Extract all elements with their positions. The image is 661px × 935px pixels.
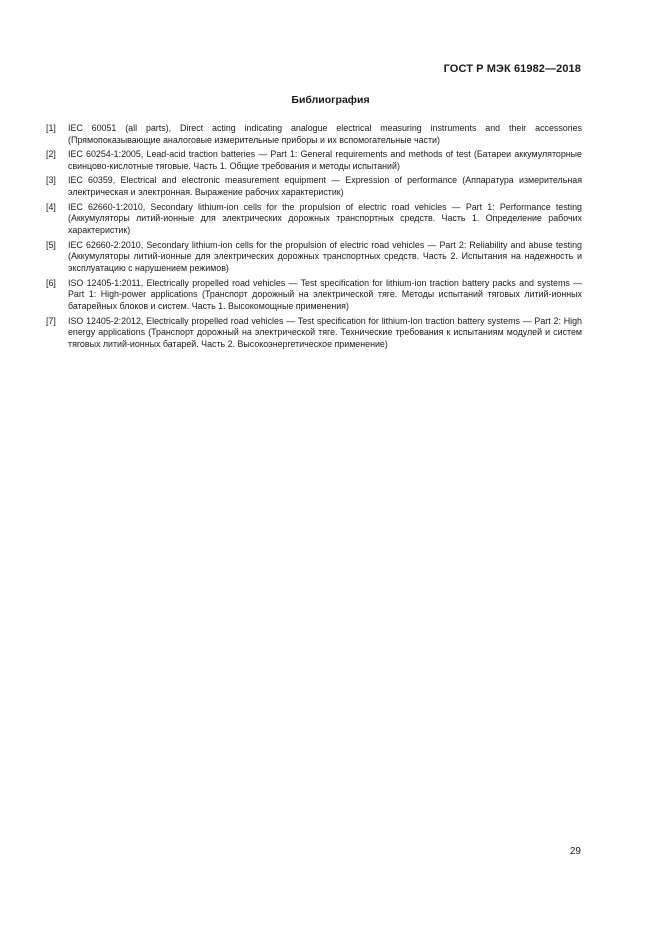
bibliography-item-number: [7]: [46, 315, 56, 326]
bibliography-item-text: IEC 60359, Electrical and electronic measurement equipment — Expression of performance (Аппаратура измерительная электрическая и электронная. Выражение рабочих характеристик): [68, 175, 582, 198]
bibliography-item-number: [3]: [46, 175, 56, 186]
bibliography-item-number: [2]: [46, 149, 56, 160]
bibliography-item-text: IEC 60254-1:2005, Lead-acid traction batteries — Part 1: General requirements and methods of test (Батареи аккумуляторные свинцово-кислотные тяговые. Часть 1. Общие требования и методы испытаний): [68, 149, 582, 171]
bibliography-title: Библиография: [291, 94, 370, 106]
bibliography-item: [46, 316, 582, 351]
bibliography-item-text: ISO 12405-2:2012, Electrically propelled road vehicles — Test specification for lithium-Ion traction battery systems — Part 2: High energy applications (Транспорт дорожный на электрической тяге. Технические требования к испытаниям модулей и систем тяговых литий-ионных батарей. Часть 2. Высокоэнергетическое применение): [68, 315, 582, 350]
bibliography-item-text: IEC 62660-2:2010, Secondary lithium-ion cells for the propulsion of electric road vehicles — Part 2: Reliability and abuse testing (Аккумуляторы литий-ионные для электрических дорожных транспортных средств. Часть 2. Испытания на надежность и эксплуатацию с нарушением режимов): [68, 239, 582, 274]
document-code: ГОСТ Р МЭК 61982—2018: [443, 63, 581, 75]
bibliography-item-number: [1]: [46, 123, 56, 133]
bibliography-item: [46, 123, 582, 147]
bibliography-item: [46, 240, 582, 275]
bibliography-item: [46, 175, 582, 199]
bibliography-item-number: [6]: [46, 277, 56, 288]
bibliography-list: [46, 123, 582, 354]
bibliography-item-text: IEC 60051 (all parts), Direct acting indicating analogue electrical measuring instruments and their accessories (Прямопоказывающие аналоговые измерительные приборы и их вспомогательные части): [68, 123, 582, 145]
page-number: 29: [569, 846, 581, 857]
bibliography-item-text: ISO 12405-1:2011, Electrically propelled road vehicles — Test specification for lithium-ion traction battery packs and systems — Part 1: High-power applications (Транспорт дорожный на электрической тяге. Методы испытаний тяговых литий-ионных батарейных блоков и систем. Часть 1. Высокомощные применения): [68, 277, 582, 312]
bibliography-item: [46, 149, 582, 173]
bibliography-item: [46, 278, 582, 313]
bibliography-item-text: IEC 62660-1:2010, Secondary lithium-ion cells for the propulsion of electric road vehicles — Part 1: Performance testing (Аккумуляторы литий-ионные для электрических дорожных транспортных средств. Часть 1. Определение рабочих характеристик): [68, 201, 582, 236]
bibliography-item: [46, 202, 582, 237]
bibliography-item-number: [5]: [46, 239, 56, 250]
bibliography-item-number: [4]: [46, 201, 56, 212]
